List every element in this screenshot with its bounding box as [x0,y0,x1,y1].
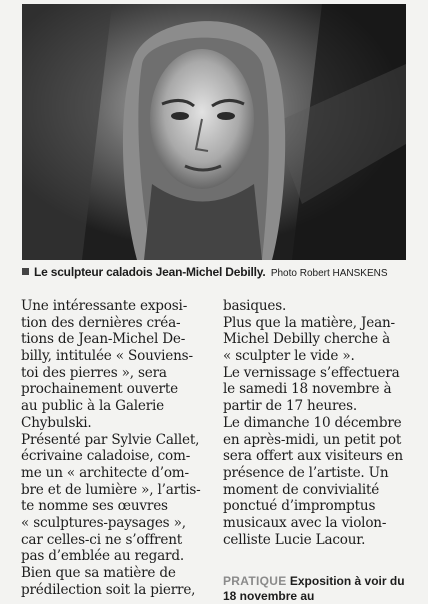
article-line: car celles-ci ne s’offrent [21,531,183,548]
article-line: prédilection soit la pierre, [21,581,196,598]
article-line: tions de Jean-Michel De- [21,331,186,348]
article-line: Plus que la matière, Jean- [223,314,395,331]
article-line: bre et de lumière », l’artis- [21,481,201,498]
article-line: musicaux avec la violon- [223,514,387,531]
article-line: au public à la Galerie [21,398,165,415]
pratique-line-2: 18 novembre au [223,589,315,603]
article-line: ponctué d’impromptus [223,498,376,515]
photo-caption [22,265,422,281]
article-line: le samedi 18 novembre à [223,381,392,398]
photo-credit: Photo Robert HANSKENS [270,268,388,279]
article-line: Le dimanche 10 décembre [223,414,402,431]
article-line: pas d’emblée au regard. [21,548,184,565]
article-line: me un « architecte d’om- [21,464,189,481]
article-line: partir de 17 heures. [223,398,358,415]
article-line: Le vernissage s’effectuera [223,364,400,381]
pratique-tag: PRATIQUE [223,574,287,588]
article-line: « sculptures-paysages », [21,514,186,531]
article-line: celliste Lucie Lacour. [223,531,366,548]
article-line: basiques. [223,298,287,314]
article-line: Présenté par Sylvie Callet, [21,431,200,448]
caption-text: Le sculpteur caladois Jean-Michel Debilly. [34,265,266,279]
article-line: te nomme ses œuvres [21,498,168,515]
article-line: Michel Debilly cherche à [223,331,390,348]
article-line: moment de convivialité [223,481,380,498]
article-line: écrivaine caladoise, com- [21,448,191,465]
article-line: prochainement ouverte [21,381,178,398]
article-line: Chybulski. [21,414,92,431]
article-line: tion des dernières créa- [21,314,181,331]
pratique-line-1: Exposition à voir du [289,574,405,588]
portrait-illustration [22,4,406,260]
article-line: Une intéressante exposi- [21,298,188,314]
article-line: sera offert aux visiteurs en [223,448,403,465]
article-line: billy, intitulée « Souviens- [21,348,193,365]
article-column-left [21,298,221,598]
caption-marker-icon [22,268,29,275]
article-line: toi des pierres », sera [21,364,167,381]
article-line: présence de l’artiste. Un [223,464,389,481]
article-line: Bien que sa matière de [21,565,176,581]
article-line: en après-midi, un petit pot [223,431,402,448]
article-line: « sculpter le vide ». [223,348,355,365]
portrait-photo [22,4,406,260]
article-column-right [223,298,423,548]
